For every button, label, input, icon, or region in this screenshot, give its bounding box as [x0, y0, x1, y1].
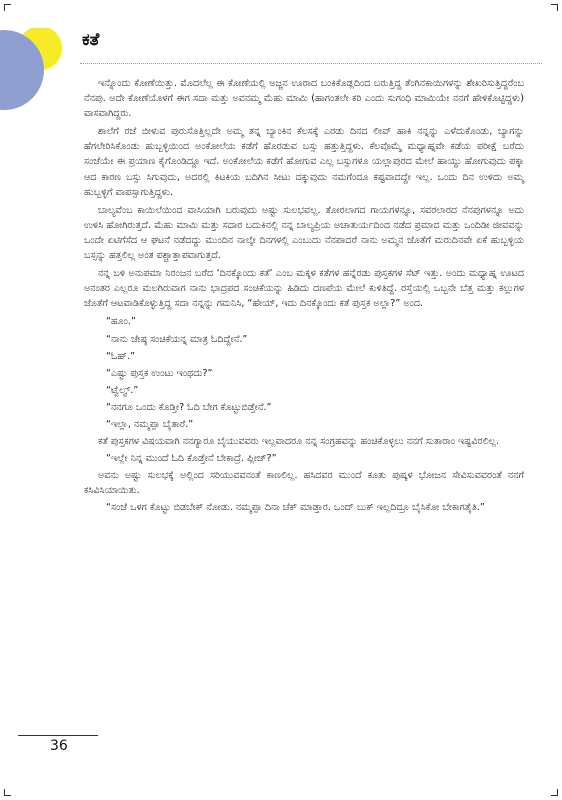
paragraph: ಬಾಲ್ಯವೆಂಬ ಕಾಯಿಲೆಯಿಂದ ವಾಸಿಯಾಗಿ ಬರುವುದು ಅಷ್ಟು ಸುಲಭವಲ್ಲ. ತೋರಲಾಗದ ಗಾಯಗಳನ್ನೂ, ಸವರಲಾರದ ನೆನಪುಗಳನ್ನೂ ಅದು ಉಳಿಸಿ ಹೋಗಿರುತ್ತದೆ. ಮೆಹು ಮಾಮಿ ಮತ್ತು ಸದಾರ ಬದುಕಿನಲ್ಲಿ ನನ್ನ ಬಾಲ್ಯಪ್ರಿಯ ಅಚಾತುರ್ಯದಿಂದ ನಡೆದ ಪ್ರಮಾದ ಮತ್ತು ಒಂದಿಡೀ ಜೀವವನ್ನು ಒಂದೇ ಏಟಿಗೆಸೆದ ಆ ಘಟನೆ ನಡೆದದ್ದು ಮುಂದಿನ ನಾಲ್ಕೇ ದಿನಗಳಲ್ಲಿ ಎಂಬುದು ನೆನಪಾದರೆ ನಾನು ಅಮ್ಮನ ಜೊತೆಗೆ ಮರುದಿನವೇ ಏಕೆ ಹುಬ್ಬಳ್ಳಿಯ ಬಸ್ಸನ್ನು ಹತ್ತಲಿಲ್ಲ ಅಂತ ಪಶ್ಚಾತ್ತಾಪವಾಗುತ್ತದೆ.: [84, 204, 524, 262]
dialogue-line: “ಓಹ್.”: [106, 350, 136, 362]
paragraph: ಕತೆ ಪುಸ್ತಕಗಳ ವಿಷಯವಾಗಿ ನನಗ್ಯಾರೂ ಬೈಯುವವರು ಇಲ್ಲವಾದರೂ ನನ್ನ ಸಂಗ್ರಹವನ್ನು ಹಂಚಿಕೊಳ್ಳಲು ನನಗೆ ಸುತಾರಾಂ ಇಷ್ಟವಿರಲಿಲ್ಲ.: [98, 436, 500, 448]
dialogue-line: “ಹೂಂ.”: [106, 316, 136, 328]
crop-mark-bottom-right: [551, 789, 558, 796]
header-dotted-rule: [80, 63, 542, 64]
paragraph: ಇನ್ನೊಂದು ಕೋಣೆಯಿತ್ತು. ಮೊದಲೆಲ್ಲ ಈ ಕೋಣೆಯಲ್ಲಿ ಅಜ್ಜನ ಊರಾದ ಬಂಕಿಕೊಡ್ಲದಿಂದ ಬರುತ್ತಿದ್ದ ತೆಂಗಿನಕಾಯಿಗಳನ್ನು ಶೇಖರಿಸುತ್ತಿದ್ದರೆಂಬ ನೆನಪು. ಅದೇ ಕೋಣೆಯೊಳಗೆ ಈಗ ಸದಾ ಮತ್ತು ಅವನಮ್ಮ ಮೆಹು ಮಾಮಿ (ಹಾಗಂತಲೇ ಕರಿ ಎಂದು ಸುಗಂಧಿ ಮಾಮಿಯೇ ನನಗೆ ಹೇಳಿಕೊಟ್ಟಿದ್ದಳು) ವಾಸವಾಗಿದ್ದರು.: [84, 78, 524, 120]
dialogue-line: “ಸಂಜೆ ಒಳಗ ಕೊಟ್ಟು ಬಿಡಬೇಕ್ ನೋಡು. ನಮ್ಮಪ್ಪಾ ದಿನಾ ಚೆಕ್ ಮಾಡ್ತಾರ. ಒಂದ್ ಬುಕ್ ಇಲ್ಲದಿದ್ರೂ ಬೈಸಿಕೋ ಬೇಕಾಗತೈತಿ.”: [106, 502, 485, 514]
decorative-circles-graphic: [0, 28, 80, 118]
dialogue-line: “ನಾನು ಜೇಷ್ಠ ಸಂಚಿಕೆಯನ್ನ ಮಾತ್ರ ಓದಿದ್ದೇನೆ.”: [106, 333, 248, 345]
dialogue-line: “ನನಗೂ ಒಂದು ಕೊಡ್ತೀ? ಓದಿ ಬೇಗ ಕೊಟ್ಟುಬಿಡ್ತೇನೆ.”: [106, 401, 272, 413]
paragraph: ಅವನು ಅಷ್ಟು ಸುಲಭಕ್ಕೆ ಅಲ್ಲಿಂದ ಸರಿಯುವವನಂತೆ ಕಾಣಲಿಲ್ಲ. ಹಸಿದವರ ಮುಂದೆ ಕೂತು ಪುಷ್ಕಳ ಭೋಜನ ಸೇವಿಸುವವರಂತೆ ನನಗೆ ಕಸಿವಿಸಿಯಾಯಿತು.: [84, 470, 524, 497]
dialogue-line: “ಇಲ್ಲಾ, ನಮ್ಮಪ್ಪಾ ಬೈತಾರೆ.”: [106, 418, 194, 430]
crop-mark-top-right: [551, 4, 558, 11]
dialogue-line: “ಟ್ವೆಲ್ವ್.”: [106, 384, 139, 396]
paragraph: ಶಾಲೆಗೆ ರಜೆ ಬೀಳುವ ಪುರುಸೊತ್ತಿಲ್ಲದೇ ಅಮ್ಮ ತನ್ನ ಬ್ಯಾಂಕಿನ ಕೆಲಸಕ್ಕೆ ಎರಡು ದಿನದ ಲೀವ್ ಹಾಕಿ ನನ್ನನ್ನು ಎಳೆದುಕೊಂಡು, ಬ್ಯಾಗನ್ನು ಹೆಗಲೇರಿಸಿಕೊಂಡು ಹುಬ್ಬಳ್ಳಿಯಿಂದ ಅಂಕೋಲೆಯ ಕಡೆಗೆ ಹೊರಡುವ ಬಸ್ಸು ಹತ್ತುತ್ತಿದ್ದಳು. ಕೆಲವೊಮ್ಮೆ ಮಧ್ಯಾಹ್ನವೇ ಕಡೆಯ ಪರೀಕ್ಷೆ ಬರೆದು ಸಂಜೆಯೇ ಈ ಪ್ರಯಾಣ ಕೈಗೊಂಡಿದ್ದೂ ಇದೆ. ಅಂಕೋಲೆಯ ಕಡೆಗೆ ಹೋಗುವ ಎಲ್ಲ ಬಸ್ಸುಗಳೂ ಯಲ್ಲಾಪುರದ ಮೇಲೆ ಹಾಯ್ದು ಹೋಗುವುದು ಪಕ್ಕಾ ಆದ ಕಾರಣ ಬಸ್ಸು ಸಿಗುವುದು, ಅದರಲ್ಲಿ ಕಿಟಕಿಯ ಬದಿಗಿನ ಸೀಟು ದಕ್ಕುವುದು ನಮಗೆಂದೂ ಕಷ್ಟವಾದದ್ದೇ ಇಲ್ಲ. ಒಂದು ದಿನ ಉಳಿದು ಅಮ್ಮ ಹುಬ್ಬಳ್ಳಿಗೆ ವಾಪಸ್ಸಾಗುತ್ತಿದ್ದಳು.: [84, 126, 524, 198]
dialogue-line: “ಇಲ್ಲೇ ನಿನ್ನ ಮುಂದೆ ಓದಿ ಕೊಡ್ತೇನೆ ಬೇಕಾದ್ರೆ. ಪ್ಲೀಜ್?”: [106, 453, 277, 465]
footer-rule: [18, 735, 98, 736]
story-text: [84, 76, 524, 518]
paragraph: ನನ್ನ ಬಳಿ ಅನುಪಮಾ ನಿರಂಜನ ಬರೆದ ‘ದಿನಕ್ಕೊಂದು ಕತೆ’ ಎಂಬ ಮಕ್ಕಳ ಕತೆಗಳ ಹನ್ನೆರಡು ಪುಸ್ತಕಗಳ ಸೆಟ್ ಇತ್ತು. ಅಂದು ಮಧ್ಯಾಹ್ನ ಊಟದ ಅನಂತರ ಎಲ್ಲರೂ ಮಲಗಿರುವಾಗ ನಾನು ಭಾದ್ರಪದ ಸಂಚಿಕೆಯನ್ನು ಹಿಡಿದು ದಣಪೆಯ ಮೇಲೆ ಕುಳಿತಿದ್ದೆ. ರಸ್ತೆಯಲ್ಲಿ ಒಬ್ಬನೇ ಬೆತ್ತ ಮತ್ತು ಕಲ್ಲುಗಳ ಜೊತೆಗೆ ಆಟವಾಡಿಕೊಳ್ಳುತ್ತಿದ್ದ ಸದಾ ನನ್ನನ್ನು ಗಮನಿಸಿ, “ಹೇಯ್, ಇದು ದಿನಕ್ಕೊಂದು ಕತೆ ಪುಸ್ತಕ ಅಲ್ಲಾ?” ಅಂದ.: [84, 268, 524, 310]
page-number: 36: [50, 738, 68, 754]
dialogue-line: “ಎಷ್ಟು ಪುಸ್ತಕ ಉಂಟು ಇಂಥದು?”: [106, 367, 213, 379]
crop-mark-bottom-left: [4, 789, 11, 796]
section-label: ಕತೆ: [82, 30, 100, 50]
crop-mark-top-left: [4, 4, 11, 11]
